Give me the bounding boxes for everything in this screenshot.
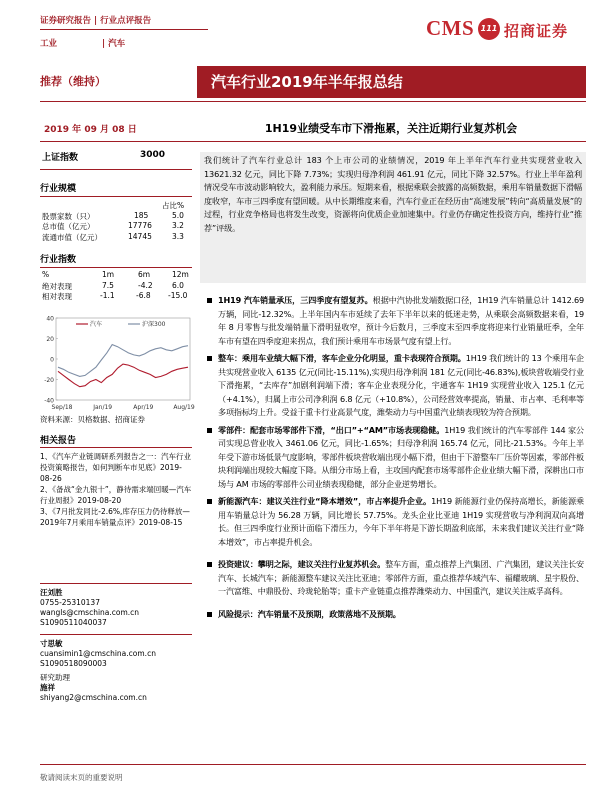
bullet-body: 整车方面，重点推荐上汽集团、广汽集团，建议关注长安汽车、长城汽车；新能源整车建议关注比亚迪；零部件方面，重点推荐华域汽车、福耀玻璃、星宇股份、一汽富维、中鼎股份、玲珑轮胎等；重卡产业链重点推荐潍柴动力、中国重汽，建议关注威孚高科。 — [218, 559, 584, 596]
bullet-square-icon — [207, 428, 212, 433]
bullet-body: 根据中汽协批发端数据口径，1H19 汽车销量总计 1412.69 万辆，同比-12.32%。上半年国内车市延续了去年下半年以来的低迷走势，从乘联会高频数据来看，19 年 8 月零售与批发端销量下滑明显收窄，预计今后数月，三季度末至四季度将迎来行业销量旺季，全年车市有望在四季度迎来拐点，我们预计乘用车市场景气度有望上行。 — [218, 295, 584, 346]
table-row — [40, 221, 192, 232]
bullet-point — [218, 495, 584, 549]
rating-label: 推荐（维持） — [40, 75, 106, 88]
table-row — [40, 291, 192, 302]
report-subtitle: 1H19业绩受车市下滑拖累，关注近期行业复苏机会 — [264, 122, 518, 135]
y-tick-label: 20 — [46, 335, 54, 343]
summary-box — [200, 152, 586, 283]
assistant-name: 施祥 — [40, 683, 55, 692]
index-label: 上证指数 — [42, 153, 79, 163]
analyst-block — [40, 583, 192, 703]
report-date: 2019 年 09 月 08 日 — [44, 125, 137, 135]
x-tick-label: Aug/19 — [173, 403, 195, 411]
perf-header-row — [40, 270, 192, 281]
summary-text: 我们统计了汽车行业总计 183 个上市公司的业绩情况，2019 年上半年汽车行业共实现营业收入 13621.32 亿元，同比下降 7.73%；实现归母净利润 461.91 亿元，同比下降 32.57%。行业上半年盈利情况受车市波动影响较大，盈利能力承压。短期来看，根据乘联会披露的高频数据，乘用车销量数据下滑幅度收窄，车市三四季度有望回暖。从中长期维度来看，汽车行业正在经历由“高速发展”转向“高质量发展”的过程，行业竞争格局也将发生改变，资源将向优质企业加速集中。行业仍存确定性投资方向，维持行业“推荐”评级。 — [204, 155, 582, 233]
related-report-item[interactable]: 2、《备战“金九银十”，静待需求端回暖—汽车行业周报》2019-08-20 — [40, 484, 192, 505]
key-points — [218, 294, 584, 621]
perf-header: 6m — [138, 270, 151, 279]
bullet-square-icon — [207, 356, 212, 361]
y-tick-label: -40 — [44, 397, 54, 404]
bullet-point — [218, 424, 584, 492]
y-tick-label: -20 — [44, 376, 54, 384]
perf-header: % — [42, 270, 50, 279]
related-title: 相关报告 — [40, 435, 77, 446]
scale-row-label: 流通市值（亿元） — [42, 232, 102, 242]
section-rule — [40, 169, 192, 170]
bullet-heading: 投资建议：攀明之际，建议关注行业复苏机会。 — [218, 559, 386, 569]
x-tick-label: Apr/19 — [133, 403, 154, 411]
scale-row-label: 总市值（亿元） — [42, 222, 95, 231]
y-tick-label: 0 — [50, 356, 54, 363]
scale-row-value: 14745 — [128, 231, 152, 241]
analyst-email[interactable]: cuansimin1@cmschina.com.cn — [40, 649, 156, 658]
bullet-heading: 整车：乘用车业绩大幅下滑，客车企业分化明显，重卡表现符合预期。 — [218, 353, 466, 363]
bullet-heading: 零部件：配套市场零部件下滑，“出口”+“AM”市场表现稳健。 — [218, 424, 445, 435]
title-banner — [40, 66, 586, 100]
company-logo — [426, 14, 586, 44]
report-subtype-label: 行业点评报告 — [100, 16, 152, 26]
footer-note: 敬请阅读末页的重要说明 — [40, 773, 123, 782]
bullet-point — [218, 294, 584, 348]
sub-industry-label: 汽车 — [108, 39, 126, 49]
industry-label: 工业 — [40, 39, 58, 49]
legend-label: 沪深300 — [142, 320, 166, 328]
perf-cell: 6.0 — [172, 280, 184, 290]
table-row — [40, 232, 192, 243]
logo-cms-text: CMS — [426, 16, 475, 40]
bullet-heading: 新能源汽车：建议关注行业“降本增效”，市占率提升企业。 — [218, 496, 432, 506]
scale-row-pct: 5.0 — [172, 210, 184, 220]
scale-row-pct: 3.2 — [172, 221, 184, 230]
series-line-沪深300 — [58, 344, 188, 376]
report-title: 汽车行业2019年半年报总结 — [197, 66, 586, 98]
bullet-square-icon — [207, 499, 212, 504]
bullet-body: 1H19 新能源行业仍保持高增长，新能源乘用车销量总计为 56.28 万辆，同比增长 57.75%。龙头企业比亚迪 1H19 实现营收与净利润双向高增长。但三四季度行业预计面临下滑压力，今年下半年将是下游长期盈利底部，未来我们建议关注行业“降本增效”，市占率提升机会。 — [218, 496, 584, 547]
scale-row-label: 股票家数（只） — [42, 211, 95, 221]
analyst-license: S1090518090003 — [40, 659, 107, 668]
industry-line — [40, 37, 125, 49]
perf-cell: -4.2 — [138, 280, 153, 290]
chart-frame — [56, 318, 190, 400]
footer-rule — [40, 764, 586, 765]
report-type — [40, 14, 151, 26]
perf-row-label: 相对表现 — [42, 292, 72, 301]
related-report-item[interactable]: 1、《汽车产业链调研系列报告之一：汽车行业投资策略报告，如何判断车市见底》2019-08-26 — [40, 451, 192, 483]
perf-cell: -6.8 — [136, 291, 151, 300]
assistant-email[interactable]: shiyang2@cmschina.com.cn — [40, 693, 147, 702]
bullet-square-icon — [207, 562, 212, 567]
report-type-label: 证券研究报告 — [40, 16, 92, 26]
table-row — [40, 211, 192, 222]
section-rule — [40, 447, 192, 448]
header-rule — [40, 29, 208, 30]
legend-label: 汽车 — [90, 320, 103, 328]
divider: | — [93, 16, 101, 26]
perf-header: 12m — [172, 270, 189, 279]
y-tick-label: 40 — [46, 315, 54, 322]
section-rule — [40, 267, 192, 268]
divider: | — [101, 39, 109, 49]
banner-rule — [40, 101, 586, 102]
bullet-body: 汽车销量不及预期，政策落地不及预期。 — [257, 608, 401, 619]
section-rule — [40, 583, 192, 584]
bullet-point — [218, 558, 584, 599]
analyst-license: S1090511040037 — [40, 618, 107, 627]
bullet-heading: 1H19 汽车销量承压，三四季度有望复苏。 — [218, 295, 373, 305]
perf-cell: 7.5 — [102, 280, 114, 290]
analyst-name: 汪刘胜 — [40, 588, 63, 597]
bullet-body: 1H19 我们统计的 13 个乘用车企共实现营业收入 6135 亿元(同比-15.11%),实现归母净利润 181 亿元(同比-46.83%),板块营收端受行业下滑拖累，“去库存”加剧利润端下滑；客车企业表现分化，宇通客车 1H19 实现营业收入 125.1 亿元（+4.1%），归属上市公司净利润 6.8 亿元（+10.8%），公司经营效率提高，销量、市占率、毛利率等多项指标均上升。受益于重卡行业高景气度，潍柴动力与中国重汽业绩表现较为符合预期。 — [218, 353, 585, 417]
table-row — [40, 281, 192, 292]
bullet-body: 1H19 我们统计的汽车零部件 144 家公司实现总营业收入 3461.06 亿元，同比-1.65%；归母净利润 165.74 亿元，同比-21.53%。今年上半年受下游市场低景气度影响，零部件板块营收端出现小幅下滑，但由于下游整车厂压价等因素，零部件板块利润端出现较大幅度下降。从细分市场上看，主攻国内配套市场零部件企业业绩大幅下滑，深耕出口市场与 AM 市场的零部件公司业绩表现稳健，部分企业逆势增长。 — [218, 424, 584, 489]
chart-source: 资料来源：贝格数据、招商证券 — [40, 414, 145, 424]
perf-title: 行业指数 — [40, 255, 77, 265]
bullet-square-icon — [207, 612, 212, 617]
perf-cell: -15.0 — [168, 291, 188, 300]
subtitle-rule — [40, 141, 586, 142]
analyst-email[interactable]: wangls@cmschina.com.cn — [40, 608, 140, 617]
left-sidebar — [40, 150, 195, 528]
perf-row-label: 绝对表现 — [42, 281, 72, 291]
scale-row-pct: 3.3 — [172, 231, 184, 241]
assistant-title: 研究助理 — [40, 673, 70, 682]
index-value: 3000 — [140, 150, 166, 160]
scale-row-value: 185 — [134, 210, 149, 220]
index-row — [40, 150, 192, 164]
scale-title: 行业规模 — [40, 184, 77, 194]
analyst-phone: 0755-25310137 — [40, 598, 100, 607]
logo-cn-text: 招商证券 — [504, 22, 569, 40]
scale-header-row — [40, 200, 192, 211]
related-report-item[interactable]: 3、《7月批发同比-2.6%,库存压力仍待释放—2019年7月乘用车销量点评》2019-08-15 — [40, 506, 190, 527]
section-rule — [40, 196, 192, 197]
bullet-point — [218, 352, 584, 420]
section-rule — [40, 634, 192, 635]
analyst-name: 寸思敏 — [40, 639, 63, 648]
bullet-heading: 风险提示： — [218, 608, 258, 619]
bullet-point — [218, 608, 584, 622]
scale-pct-header: 占比% — [162, 201, 185, 210]
scale-row-value: 17776 — [128, 221, 152, 230]
x-tick-label: Sep/18 — [51, 403, 73, 411]
perf-cell: -1.1 — [100, 291, 115, 300]
x-tick-label: Jan/19 — [93, 403, 113, 411]
index-line-chart — [40, 304, 195, 414]
logo-badge-icon: 111 — [478, 18, 500, 40]
perf-header: 1m — [102, 270, 115, 279]
bullet-square-icon — [207, 298, 212, 303]
